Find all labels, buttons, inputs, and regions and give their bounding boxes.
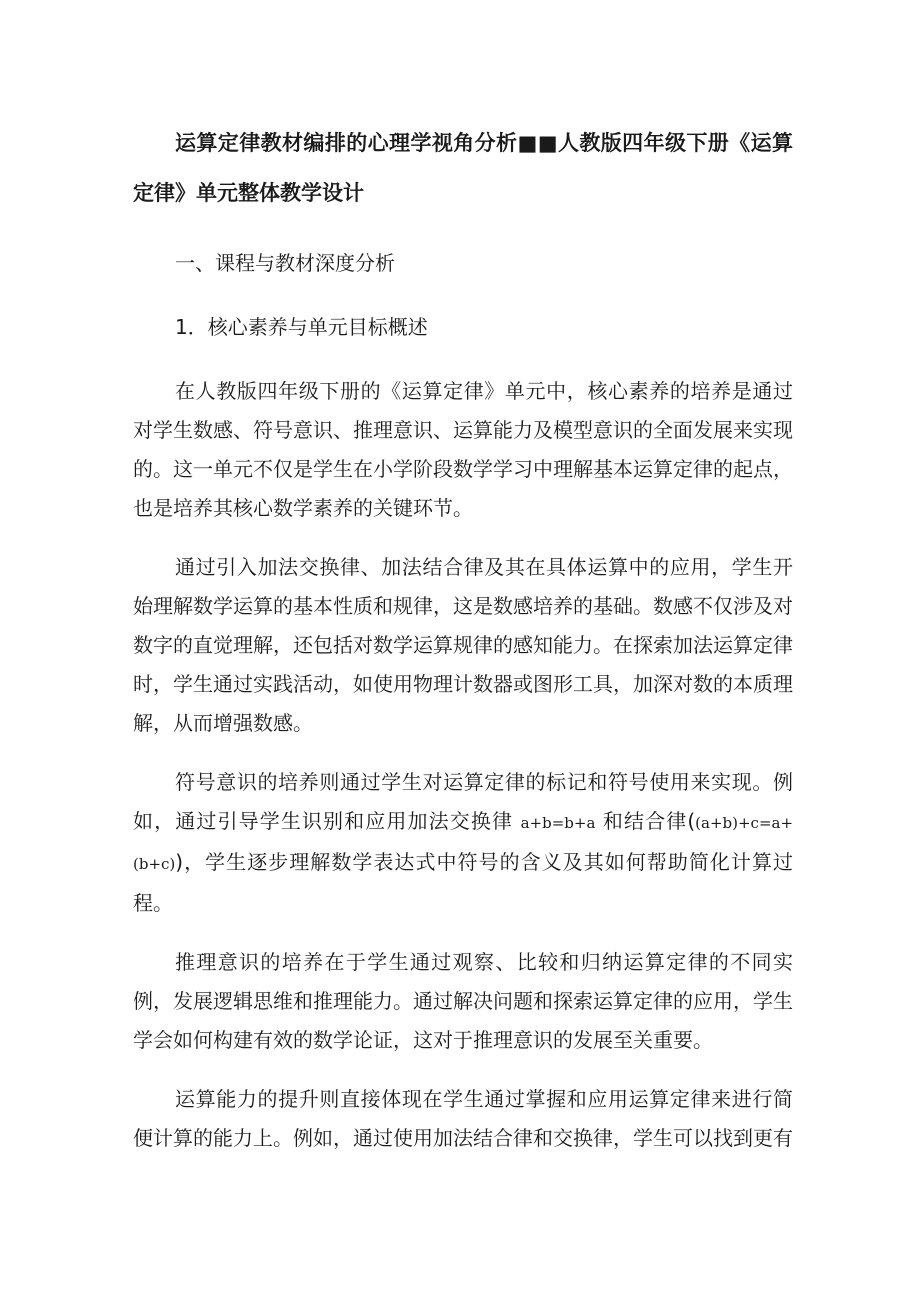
formula-associative-law: (a+b)+c=a+(b+c): [133, 814, 794, 873]
paragraph-symbol-awareness: [133, 763, 793, 923]
paragraph-computation-ability: 运算能力的提升则直接体现在学生通过掌握和应用运算定律来进行简便计算的能力上。例如，通过使用加法结合律和交换律，学生可以找到更有: [133, 1087, 793, 1150]
document-title: 运算定律教材编排的心理学视角分析■■人教版四年级下册《运算定律》单元整体教学设计: [133, 131, 793, 205]
subsection-heading: 1．核心素养与单元目标概述: [175, 315, 428, 339]
section-heading: 一、课程与教材深度分析: [175, 251, 395, 275]
paragraph-text-after: )，学生逐步理解数学表达式中符号的含义及其如何帮助简化计算过程。: [133, 850, 793, 915]
paragraph-number-sense: 通过引入加法交换律、加法结合律及其在具体运算中的应用，学生开始理解数学运算的基本性质和规律，这是数感培养的基础。数感不仅涉及对数字的直觉理解，还包括对数学运算规律的感知能力。在探索加法运算定律时，学生通过实践活动，如使用物理计数器或图形工具，加深对数的本质理解，从而增强数感。: [133, 555, 793, 735]
paragraph-text-before: 符号意识的培养则通过学生对运算定律的标记和符号使用来实现。例如，通过引导学生识别和应用加法交换律: [133, 770, 793, 833]
document-page: [133, 118, 793, 1158]
paragraph-text-middle: 和结合律(: [602, 809, 696, 833]
formula-commutative-law: a+b=b+a: [520, 814, 596, 832]
paragraph-reasoning: 推理意识的培养在于学生通过观察、比较和归纳运算定律的不同实例，发展逻辑思维和推理能力。通过解决问题和探索运算定律的应用，学生学会如何构建有效的数学论证，这对于推理意识的发展至关重要。: [133, 950, 793, 1052]
paragraph-core-literacy: 在人教版四年级下册的《运算定律》单元中，核心素养的培养是通过对学生数感、符号意识、推理意识、运算能力及模型意识的全面发展来实现的。这一单元不仅是学生在小学阶段数学学习中理解基本运算定律的起点，也是培养其核心数学素养的关键环节。: [133, 379, 793, 520]
